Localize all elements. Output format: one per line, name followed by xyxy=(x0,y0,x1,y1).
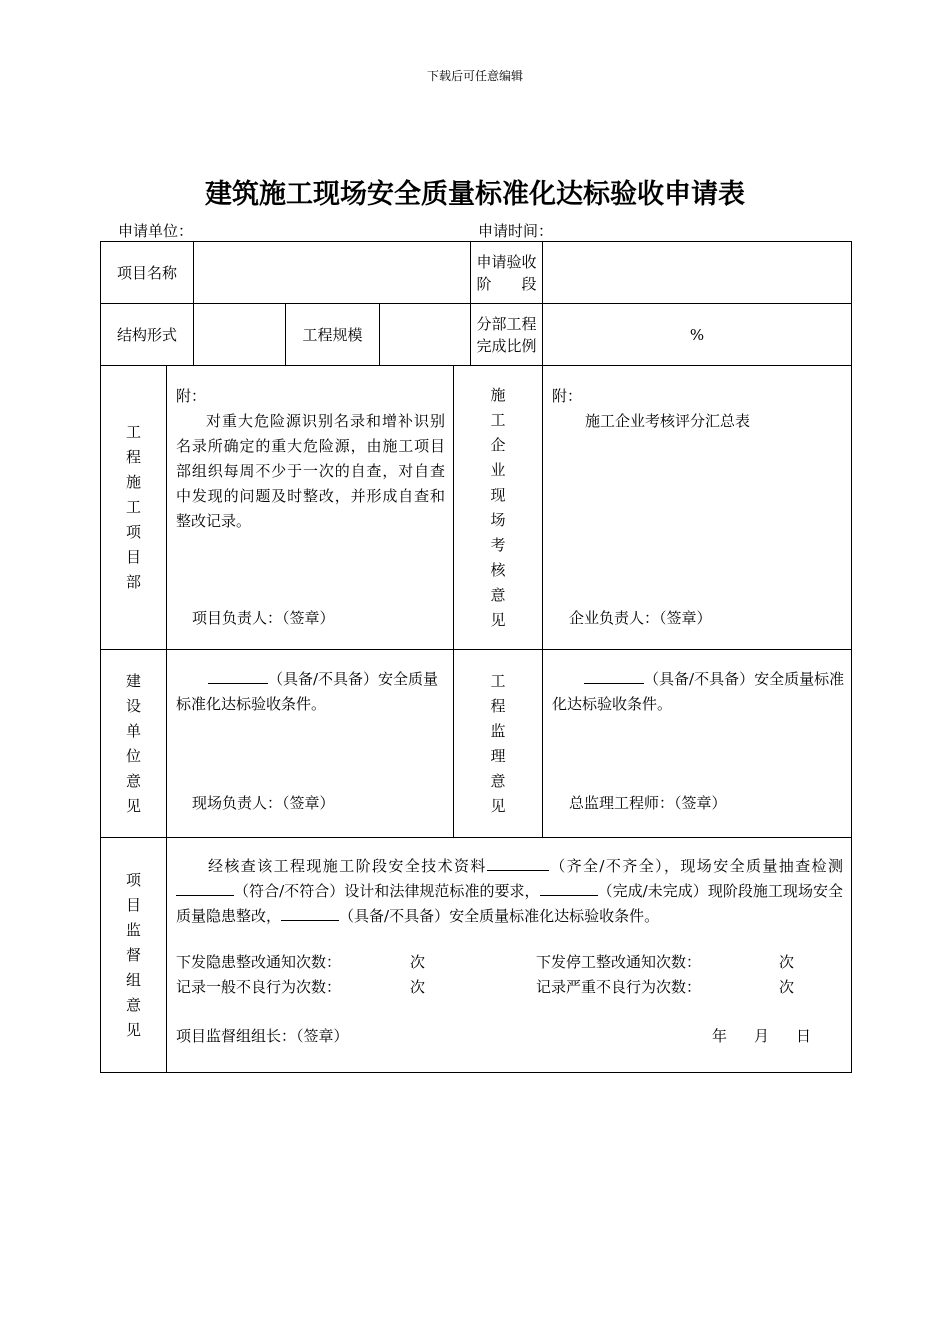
stop-notice-label: 下发停工整改通知次数： xyxy=(536,953,702,971)
stop-notice-unit: 次 xyxy=(779,953,795,971)
owner-side-label: 建 设 单 位 意 见 xyxy=(101,650,167,838)
group-blank-4[interactable] xyxy=(281,920,339,921)
enterprise-leader-sign: 企业负责人：（签章） xyxy=(569,609,712,627)
header-note: 下载后可任意编辑 xyxy=(426,69,523,83)
project-dept-opinion[interactable] xyxy=(167,366,454,650)
completion-ratio-value[interactable]: % xyxy=(543,304,852,366)
date-day: 日 xyxy=(796,1027,812,1045)
enterprise-side-label: 施 工 企 业 现 场 考 核 意 见 xyxy=(454,366,543,650)
apply-unit-label: 申请单位： xyxy=(118,222,194,240)
project-dept-side-label: 工 程 施 工 项 目 部 xyxy=(101,366,167,650)
group-opinion[interactable] xyxy=(167,838,852,1073)
group-leader-sign: 项目监督组组长：（签章） xyxy=(176,1027,349,1045)
group-blank-1[interactable] xyxy=(487,870,549,871)
supervisor-opinion-text: （具备/不具备）安全质量标准化达标验收条件。 xyxy=(552,670,845,713)
structure-label: 结构形式 xyxy=(101,304,194,366)
apply-time-label: 申请时间： xyxy=(478,222,554,240)
group-text-1: 经核查该工程现施工阶段安全技术资料 xyxy=(208,857,487,875)
supervisor-sign: 总监理工程师：（签章） xyxy=(569,794,727,812)
supervisor-blank[interactable] xyxy=(584,683,644,684)
owner-opinion-text: （具备/不具备）安全质量标准化达标验收条件。 xyxy=(176,670,439,713)
enterprise-opinion[interactable] xyxy=(543,366,852,650)
date-month: 月 xyxy=(754,1027,770,1045)
page-title: 建筑施工现场安全质量标准化达标验收申请表 xyxy=(205,179,745,210)
supervisor-opinion[interactable] xyxy=(543,650,852,838)
scale-value[interactable] xyxy=(380,304,471,366)
enterprise-attach-label: 附： xyxy=(552,387,583,405)
stage-label: 申请验收 阶 段 xyxy=(471,242,543,304)
owner-opinion[interactable] xyxy=(167,650,454,838)
project-attach-label: 附： xyxy=(176,387,207,405)
serious-bad-unit: 次 xyxy=(779,978,795,996)
rectify-notice-unit: 次 xyxy=(410,953,426,971)
group-blank-3[interactable] xyxy=(540,895,598,896)
completion-ratio-label: 分部工程 完成比例 xyxy=(471,304,543,366)
project-dept-text: 对重大危险源识别名录和增补识别名录所确定的重大危险源，由施工项目部组织每周不少于一次的自查，对自查中发现的问题及时整改，并形成自查和整改记录。 xyxy=(176,412,446,530)
owner-blank[interactable] xyxy=(208,683,268,684)
group-text-3: （符合/不符合）设计和法律规范标准的要求， xyxy=(234,882,540,900)
owner-sign: 现场负责人：（签章） xyxy=(192,794,335,812)
date-year: 年 xyxy=(712,1027,728,1045)
scale-label: 工程规模 xyxy=(286,304,380,366)
structure-value[interactable] xyxy=(194,304,286,366)
application-form-table xyxy=(100,241,852,1073)
stage-value[interactable] xyxy=(543,242,852,304)
project-leader-sign: 项目负责人：（签章） xyxy=(192,609,335,627)
group-text-5: （具备/不具备）安全质量标准化达标验收条件。 xyxy=(339,907,660,925)
general-bad-unit: 次 xyxy=(410,978,426,996)
supervisor-side-label: 工 程 监 理 意 见 xyxy=(454,650,543,838)
group-text-4: （完成/未完成）现阶段施工现场安全质量隐患整改， xyxy=(176,882,844,925)
enterprise-summary-text: 施工企业考核评分汇总表 xyxy=(585,412,751,430)
rectify-notice-label: 下发隐患整改通知次数： xyxy=(176,953,342,971)
general-bad-label: 记录一般不良行为次数： xyxy=(176,978,342,996)
group-side-label: 项 目 监 督 组 意 见 xyxy=(101,838,167,1073)
group-text-2: （齐全/不齐全），现场安全质量抽查检测 xyxy=(548,857,844,875)
project-name-value[interactable] xyxy=(194,242,471,304)
serious-bad-label: 记录严重不良行为次数： xyxy=(536,978,702,996)
project-name-label: 项目名称 xyxy=(101,242,194,304)
group-blank-2[interactable] xyxy=(176,895,234,896)
